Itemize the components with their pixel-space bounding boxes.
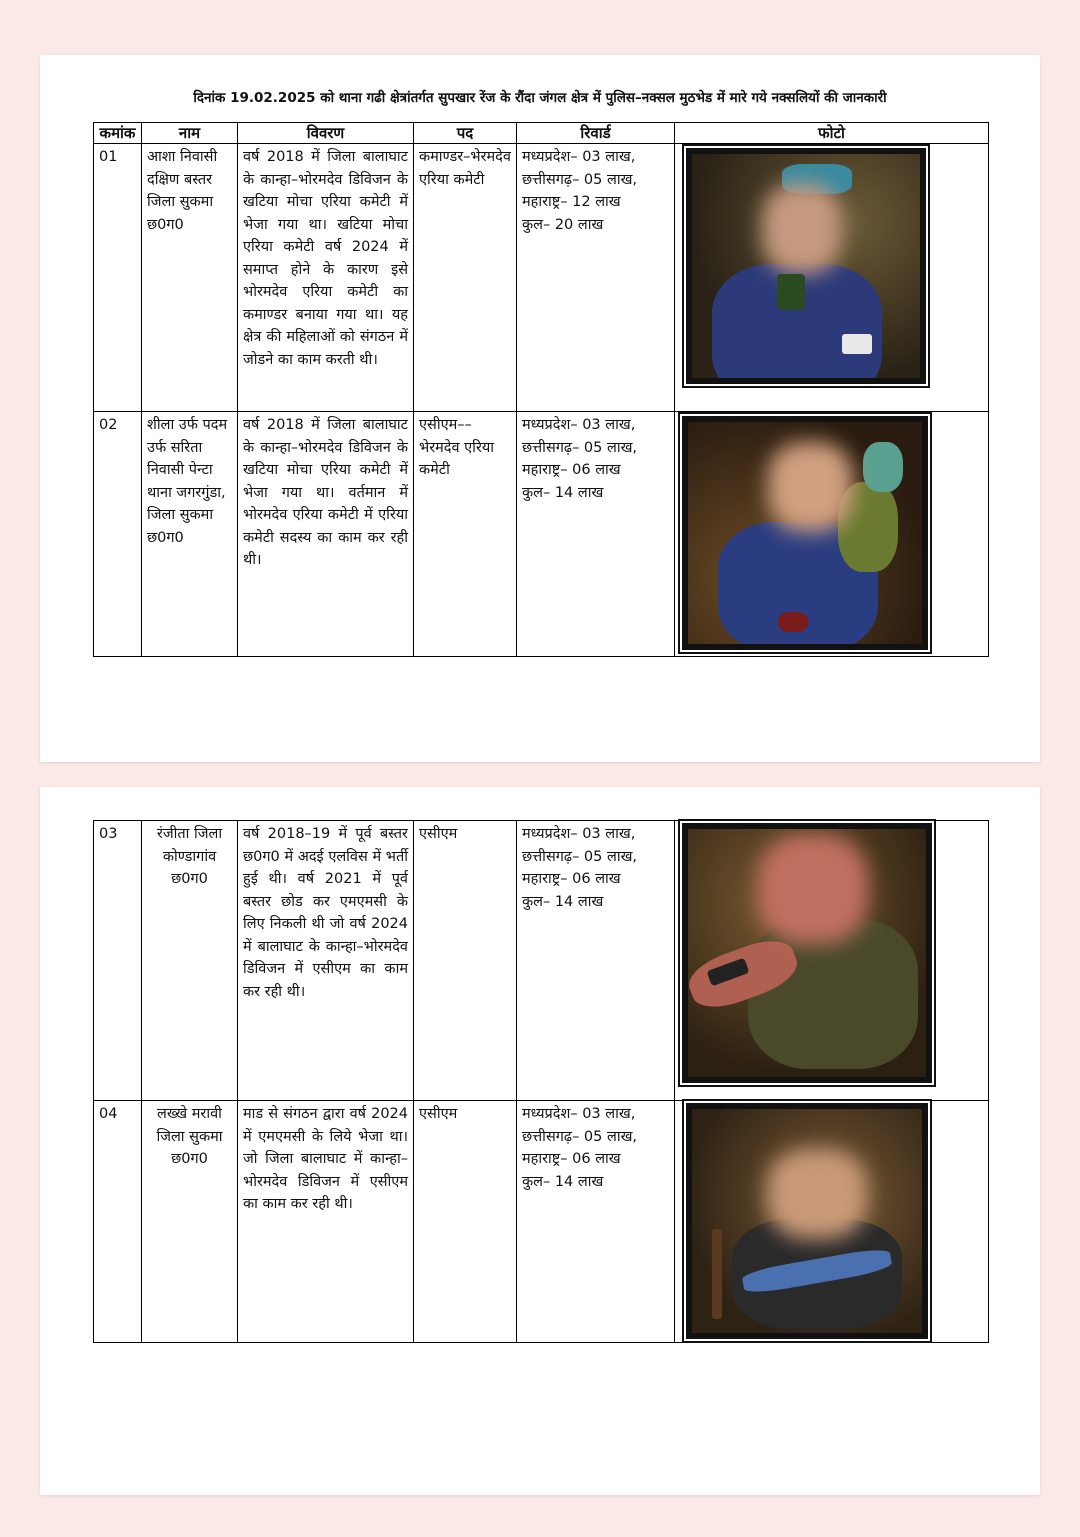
blurred-photo [682,416,928,650]
reward-mh: महाराष्ट्र– 12 लाख [522,194,621,210]
row-details: वर्ष 2018–19 में पूर्व बस्तर छ0ग0 में अदई एलविस में भर्ती हुई थी। वर्ष 2021 में पूर्व बस्तर छोड कर एमएमसी के लिए निकली थी जो वर्ष 2024 में बालाघाट के कान्हा–भोरमदेव डिविजन में एसीएम का काम कर रही थी। [238,821,414,1101]
reward-total: कुल– 14 लाख [522,893,604,910]
table-row [94,144,989,412]
document-title: दिनांक 19.02.2025 को थाना गढी क्षेत्रांतर्गत सुपखार रेंज के रौंदा जंगल क्षेत्र में पुलिस–नक्सल मुठभेड में मारे गये नक्सलियों की जानकारी [193,90,887,106]
row-name [142,412,238,657]
row-serial: 03 [94,821,142,1101]
reward-mp: मध्यप्रदेश– 03 लाख, [522,1106,636,1122]
reward-mp: मध्यप्रदेश– 03 लाख, [522,149,636,165]
row-post: एसीएम [414,1101,517,1343]
row-photo [675,412,989,657]
row-name: रंजीता जिला कोण्डागांव छ0ग0 [142,821,238,1101]
reward-mh: महाराष्ट्र– 06 लाख [522,871,621,887]
reward-total: कुल– 14 लाख [522,1173,604,1190]
row-serial: 02 [94,412,142,657]
table-row [94,1101,989,1343]
row-post: एसीएम––भेरमदेव एरिया कमेटी [414,412,517,657]
document-page-1 [40,55,1040,762]
row-details: वर्ष 2018 में जिला बालाघाट के कान्हा–भोरमदेव डिविजन के खटिया मोचा एरिया कमेटी में भेजा गया था। खटिया मोचा एरिया कमेटी वर्ष 2024 में समाप्त होने के कारण इसे भोरमदेव एरिया कमेटी का कमाण्डर बनाया गया था। यह क्षेत्र की महिलाओं को संगठन में जोडने का काम करती थी। [238,144,414,412]
reward-mh: महाराष्ट्र– 06 लाख [522,1151,621,1167]
reward-mp: मध्यप्रदेश– 03 लाख, [522,417,636,433]
row-reward [517,821,675,1101]
row-reward [517,412,675,657]
row-photo [675,1101,989,1343]
reward-cg: छत्तीसगढ़– 05 लाख, [522,171,638,188]
header-photo: फोटो [675,123,989,144]
row-photo [675,821,989,1101]
row-serial: 04 [94,1101,142,1343]
reward-mh: महाराष्ट्र– 06 लाख [522,462,621,478]
header-serial: कमांक [94,123,142,144]
row-name-text: शीला उर्फ पदम उर्फ सरिता निवासी पेन्टा थाना जगरगुंडा, जिला सुकमा छ0ग0 [147,417,228,546]
row-name: आशा निवासी दक्षिण बस्तर जिला सुकमा छ0ग0 [142,144,238,412]
table-header-row [94,123,989,144]
row-photo [675,144,989,412]
table-row [94,821,989,1101]
reward-total: कुल– 14 लाख [522,484,604,501]
row-details: माड से संगठन द्वारा वर्ष 2024 में एमएमसी के लिये भेजा था। जो जिला बालाघाट में कान्हा–भोरमदेव डिविजन में एसीएम का काम कर रही थी। [238,1101,414,1343]
reward-cg: छत्तीसगढ़– 05 लाख, [522,1128,638,1145]
document-page-2 [40,787,1040,1495]
reward-mp: मध्यप्रदेश– 03 लाख, [522,826,636,842]
row-name: लख्खे मरावी जिला सुकमा छ0ग0 [142,1101,238,1343]
reward-cg: छत्तीसगढ़– 05 लाख, [522,848,638,865]
row-serial: 01 [94,144,142,412]
reward-cg: छत्तीसगढ़– 05 लाख, [522,439,638,456]
blurred-photo [686,148,926,384]
header-reward: रिवार्ड [517,123,675,144]
naxal-details-table [93,122,989,657]
row-post: एसीएम [414,821,517,1101]
reward-total: कुल– 20 लाख [522,216,604,233]
row-details: वर्ष 2018 में जिला बालाघाट के कान्हा–भोरमदेव डिविजन के खटिया मोचा एरिया कमेटी में भेजा गया था। वर्तमान में भोरमदेव एरिया कमेटी में एरिया कमेटी सदस्य का काम कर रही थी। [238,412,414,657]
table-row [94,412,989,657]
row-post: कमाण्डर–भेरमदेव एरिया कमेटी [414,144,517,412]
blurred-photo [682,823,932,1083]
header-post: पद [414,123,517,144]
blurred-photo [686,1103,928,1339]
row-reward [517,1101,675,1343]
header-details: विवरण [238,123,414,144]
row-reward [517,144,675,412]
naxal-details-table-continued [93,820,989,1343]
header-name: नाम [142,123,238,144]
